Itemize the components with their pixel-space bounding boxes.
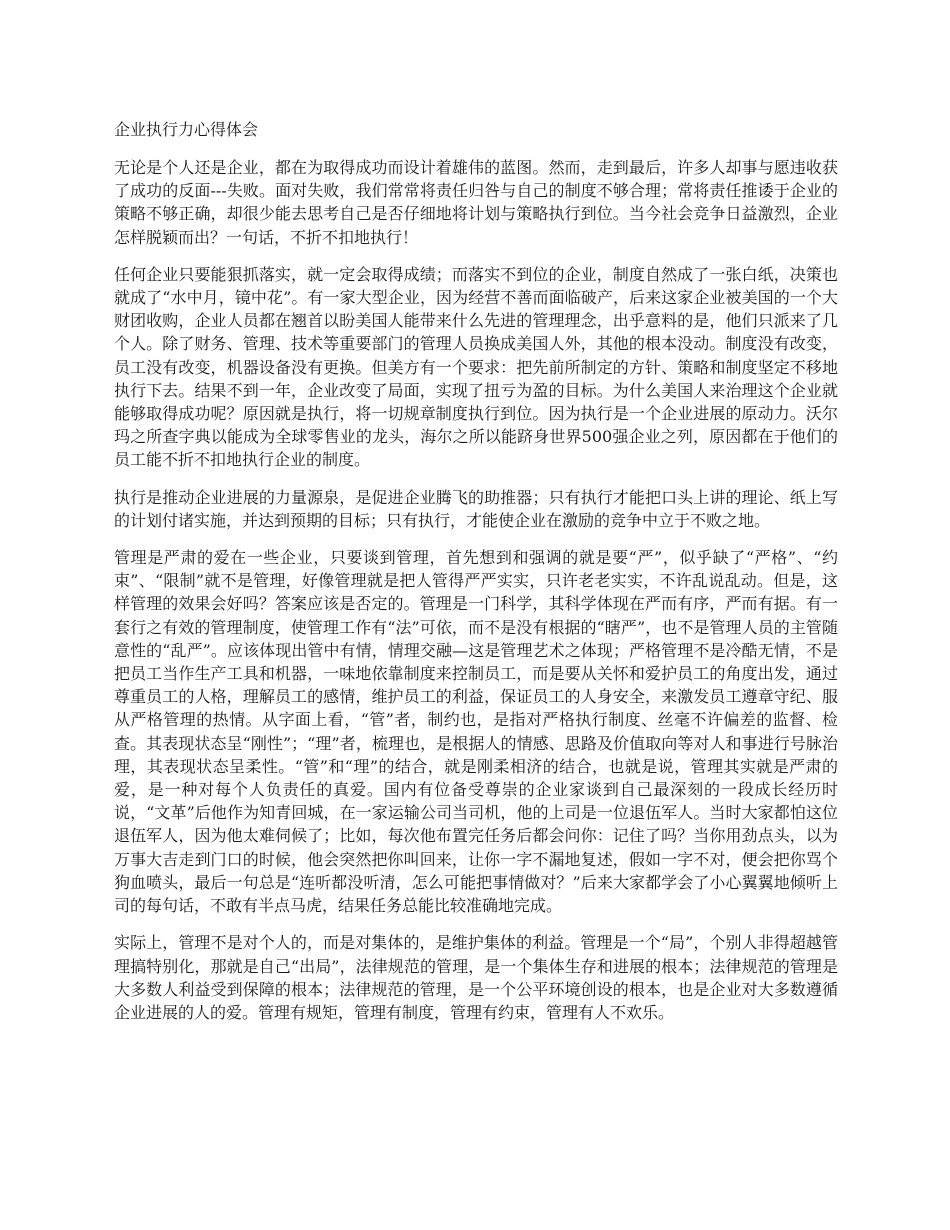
paragraph-2: 任何企业只要能狠抓落实，就一定会取得成绩；而落实不到位的企业，制度自然成了一张白纸，决策也就成了“水中月，镜中花”。有一家大型企业，因为经营不善而面临破产，后来这家企业被美国的一个大财团收购，企业人员都在翘首以盼美国人能带来什么先进的管理理念，出乎意料的是，他们只派来了几个人。除了财务、管理、技术等重要部门的管理人员换成美国人外，其他的根本没动。制度没有改变，员工没有改变，机器设备没有更换。但美方有一个要求：把先前所制定的方针、策略和制度坚定不移地执行下去。结果不到一年，企业改变了局面，实现了扭亏为盈的目标。为什么美国人来治理这个企业就能够取得成功呢？原因就是执行，将一切规章制度执行到位。因为执行是一个企业进展的原动力。沃尔玛之所查字典以能成为全球零售业的龙头，海尔之所以能跻身世界500强企业之列，原因都在于他们的员工能不折不扣地执行企业的制度。 [114, 264, 838, 470]
document-title: 企业执行力心得体会 [114, 120, 259, 139]
paragraph-3: 执行是推动企业进展的力量源泉，是促进企业腾飞的助推器；只有执行才能把口头上讲的理论、纸上写的计划付诸实施，并达到预期的目标；只有执行，才能使企业在激励的竞争中立于不败之地。 [114, 487, 838, 530]
document-page [114, 118, 838, 1038]
paragraph-1: 无论是个人还是企业，都在为取得成功而设计着雄伟的蓝图。然而，走到最后，许多人却事与愿违收获了成功的反面---失败。面对失败，我们常常将责任归咎与自己的制度不够合理；常将责任推诿于企业的策略不够正确，却很少能去思考自己是否仔细地将计划与策略执行到位。当今社会竞争日益激烈，企业怎样脱颖而出？一句话，不折不扣地执行！ [114, 158, 838, 247]
paragraph-5: 实际上，管理不是对个人的，而是对集体的，是维护集体的利益。管理是一个“局”，个别人非得超越管理搞特别化，那就是自己“出局”，法律规范的管理，是一个集体生存和进展的根本；法律规范的管理是大多数人利益受到保障的根本；法律规范的管理，是一个公平环境创设的根本，也是企业对大多数遵循企业进展的人的爱。管理有规矩，管理有制度，管理有约束，管理有人不欢乐。 [114, 933, 838, 1022]
paragraph-4: 管理是严肃的爱在一些企业，只要谈到管理，首先想到和强调的就是要“严”，似乎缺了“严格”、“约束”、“限制”就不是管理，好像管理就是把人管得严严实实，只许老老实实，不许乱说乱动。但是，这样管理的效果会好吗？答案应该是否定的。管理是一门科学，其科学体现在严而有序，严而有据。有一套行之有效的管理制度，使管理工作有“法”可依，而不是没有根据的“瞎严”，也不是管理人员的主管随意性的“乱严”。应该体现出管中有情，情理交融—这是管理艺术之体现；严格管理不是冷酷无情，不是把员工当作生产工具和机器，一味地依靠制度来控制员工，而是要从关怀和爱护员工的角度出发，通过尊重员工的人格，理解员工的感情，维护员工的利益，保证员工的人身安全，来激发员工遵章守纪、服从严格管理的热情。从字面上看，“管”者，制约也，是指对严格执行制度、丝毫不许偏差的监督、检查。其表现状态呈“刚性”；“理”者，梳理也，是根据人的情感、思路及价值取向等对人和事进行号脉治理，其表现状态呈柔性。“管”和“理”的结合，就是刚柔相济的结合，也就是说，管理其实就是严肃的爱，是一种对每个人负责任的真爱。国内有位备受尊崇的企业家谈到自己最深刻的一段成长经历时说，“文革”后他作为知青回城，在一家运输公司当司机，他的上司是一位退伍军人。当时大家都怕这位退伍军人，因为他太难伺候了；比如，每次他布置完任务后都会问你：记住了吗？当你用劲点头，以为万事大吉走到门口的时候，他会突然把你叫回来，让你一字不漏地复述，假如一字不对，便会把你骂个狗血喷头，最后一句总是“连听都没听清，怎么可能把事情做对？”后来大家都学会了小心翼翼地倾听上司的每句话，不敢有半点马虎，结果任务总能比较准确地完成。 [114, 548, 838, 916]
